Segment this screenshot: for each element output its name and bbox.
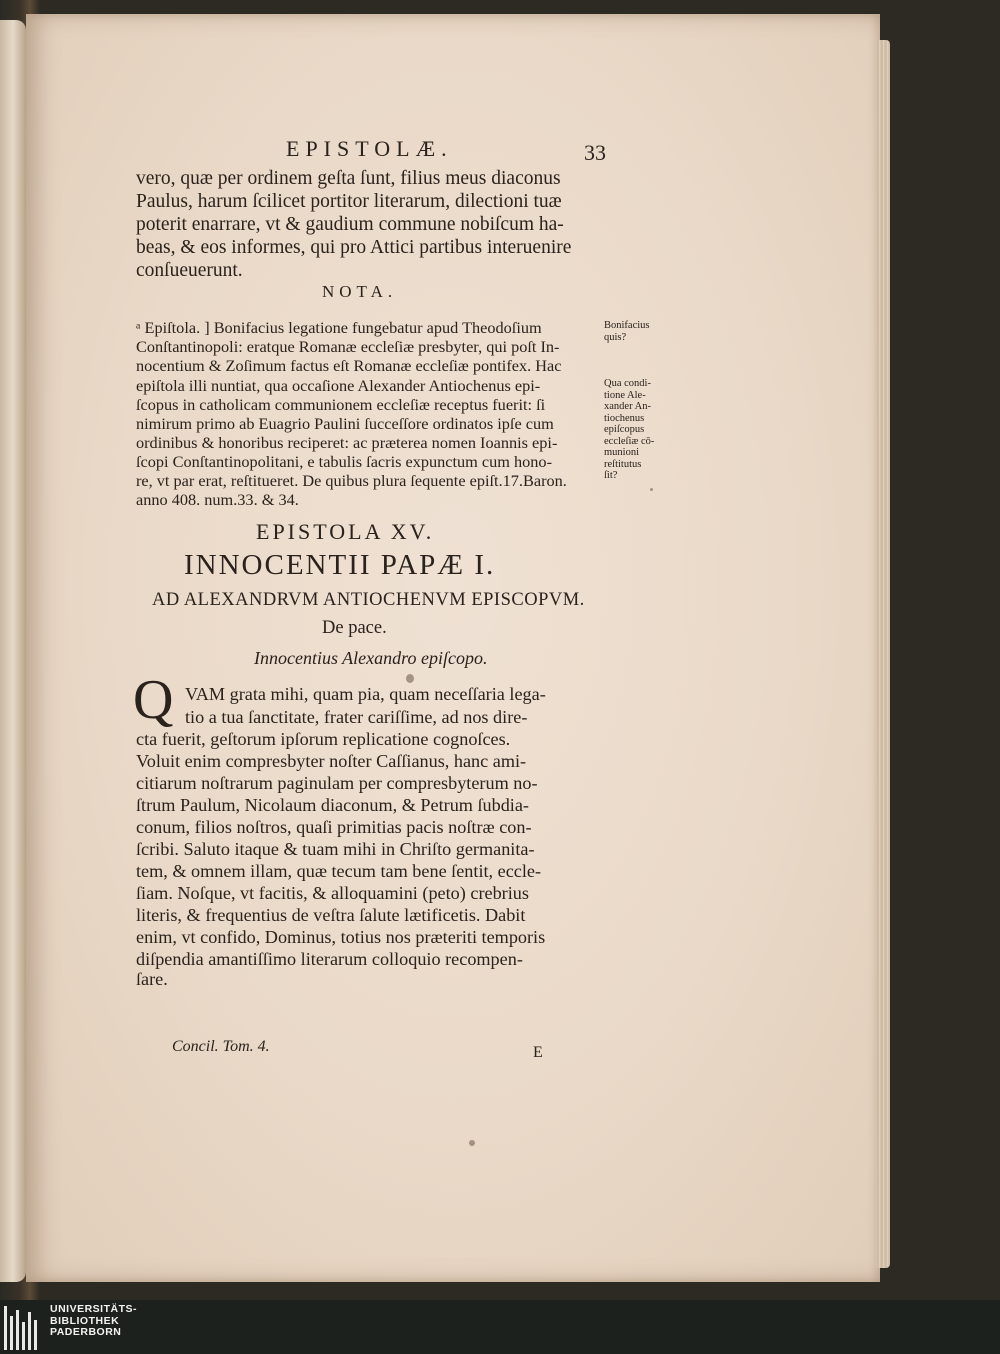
signature-letter: E [533,1044,543,1061]
body-line: poterit enarrare, vt & gaudium commune nobiſcum ha- [136,214,564,235]
body-line: beas, & eos informes, qui pro Attici partibus interuenire [136,237,572,258]
ink-spot [406,674,414,683]
note-line: ſcopus in catholicam communionem eccleſiæ receptus fuerit: ſi [136,395,546,414]
letter-line: Voluit enim compresbyter noſter Caſſianus, hanc ami- [136,751,527,771]
marginal-line: Bonifacius [604,320,650,331]
marginal-line: ſit? [604,470,618,481]
marginal-line: eccleſiæ cō- [604,435,655,447]
page-stack-edge [876,40,890,1268]
letter-line: citiarum noſtrarum paginulam per compresbyterum no- [136,773,538,793]
marginal-note-alexander [604,378,654,482]
left-page-edge [0,20,26,1282]
note-line: anno 408. num.33. & 34. [136,490,299,509]
ink-spot [469,1140,475,1146]
marginal-line: epiſcopus [604,424,645,435]
letter-line: tio a tua ſanctitate, frater cariſſime, ad nos dire- [185,707,528,727]
marginal-line: munioni [604,447,640,458]
marginal-line: reſtitutus [604,458,642,470]
drop-cap: Q [133,669,174,731]
letter-line: enim, vt confido, Dominus, totius nos præteriti temporis [136,927,546,947]
letter-line: diſpendia amantiſſimo literarum colloquio recompen- [136,949,523,969]
letter-line: cta fuerit, geſtorum ipſorum replicatione cognoſces. [136,729,511,749]
recipient-heading: AD ALEXANDRVM ANTIOCHENVM EPISCOPVM. [152,590,585,610]
marginal-line: quis? [604,331,627,343]
note-line: nocentium & Zoſimum factus eſt Romanæ eccleſiæ pontifex. Hac [136,356,562,375]
ink-spot [650,488,653,491]
library-name [50,1304,137,1339]
library-footer [0,1300,1000,1354]
note-line: ᵃ Epiſtola. ] Bonifacius legatione fungebatur apud Theodoſium [136,318,542,337]
note-line: epiſtola illi nuntiat, qua occaſione Alexander Antiochenus epi- [136,376,541,395]
marginal-line: Qua condi- [604,378,651,389]
letter-line: ſtrum Paulum, Nicolaum diaconum, & Petrum ſubdia- [136,795,529,815]
nota-heading: NOTA. [322,282,398,301]
salutation: Innocentius Alexandro epiſcopo. [254,648,488,668]
letter-line: literis, & frequentius de veſtra ſalute lætificetis. Dabit [136,905,526,925]
library-logo-icon [4,1306,42,1350]
marginal-line: tione Ale- [604,389,646,401]
running-head: EPISTOLÆ. [286,136,453,161]
letter-line: ſare. [136,969,168,989]
letter-line: conum, filios noſtros, quaſi primitias pacis noſtræ con- [136,817,532,837]
page-number: 33 [584,140,606,165]
letter-line: VAM grata mihi, quam pia, quam neceſſaria lega- [185,684,546,704]
note-line: ſcopi Conſtantinopolitani, e tabulis ſacris expunctum cum hono- [136,452,552,471]
library-name-line: UNIVERSITÄTS- [50,1303,138,1315]
signature-mark: Concil. Tom. 4. [172,1038,270,1055]
library-name-line: PADERBORN [50,1326,122,1338]
letter-line: ſcribi. Saluto itaque & tuam mihi in Chriſto germanita- [136,839,535,859]
body-line: vero, quæ per ordinem geſta ſunt, filius meus diaconus [136,168,561,189]
body-line: Paulus, harum ſcilicet portitor literarum, dilectioni tuæ [136,191,562,212]
library-name-line: BIBLIOTHEK [50,1314,120,1327]
body-line: conſueuerunt. [136,260,243,281]
note-line: re, vt par erat, reſtitueret. De quibus plura ſequente epiſt.17.Baron. [136,471,567,490]
subject-heading: De pace. [322,618,387,638]
marginal-note-bonifacius [604,320,650,343]
note-line: Conſtantinopoli: eratque Romanæ eccleſiæ presbyter, qui poſt In- [136,337,560,356]
marginal-line: xander An- [604,401,651,412]
note-line: ordinibus & honoribus reciperet: ac præterea nomen Ioannis epi- [136,433,558,452]
letter-line: tem, & omnem illam, quæ tecum tam bene ſentit, eccle- [136,861,542,881]
author-heading: INNOCENTII PAPÆ I. [184,549,496,581]
marginal-line: tiochenus [604,412,645,424]
note-line: nimirum primo ab Euagrio Paulini ſucceſſore ordinatos ipſe cum [136,414,554,433]
letter-line: ſiam. Noſque, vt facitis, & alloquamini (peto) crebrius [136,883,529,903]
epistola-heading: EPISTOLA XV. [256,519,435,544]
